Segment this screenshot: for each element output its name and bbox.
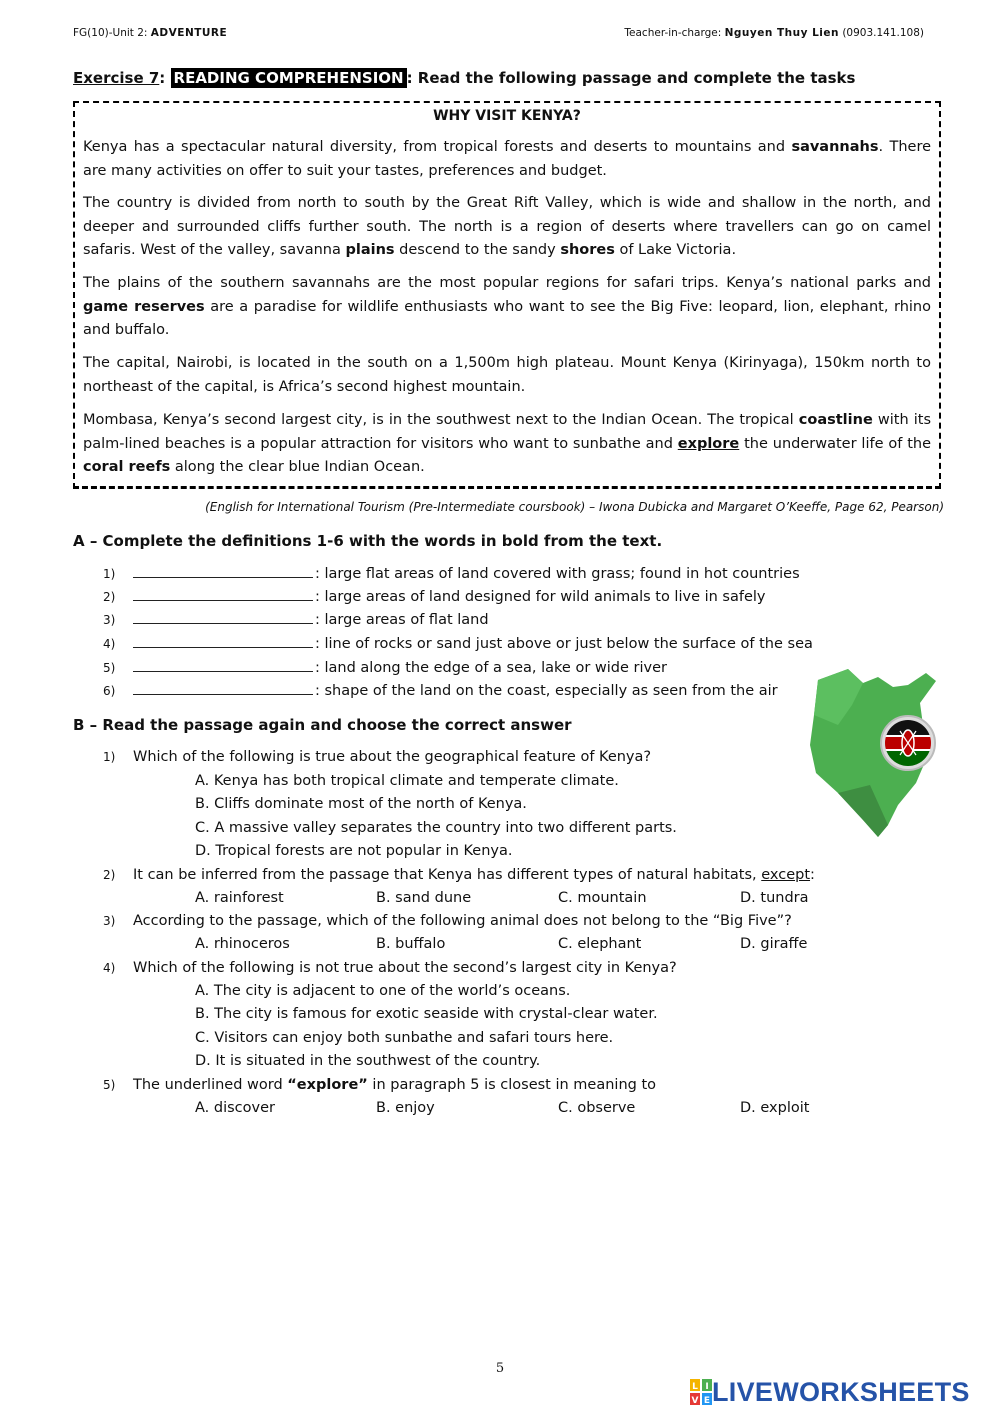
passage-paragraph-1: Kenya has a spectacular natural diversity, from tropical forests and deserts to mountains and savannahs. There are many activities on offer to suit your tastes, preferences and budget. bbox=[83, 139, 932, 179]
definition-row-6: 6) : shape of the land on the coast, especially as seen from the air bbox=[103, 680, 778, 703]
definition-row-5: 5) : land along the edge of a sea, lake or wide river bbox=[103, 657, 667, 680]
page-number: 5 bbox=[495, 1361, 505, 1376]
exercise-highlight: READING COMPREHENSION bbox=[171, 68, 407, 88]
question-2: 2) It can be inferred from the passage that Kenya has different types of natural habitats, except: bbox=[103, 867, 815, 883]
passage-paragraph-3: The plains of the southern savannahs are the most popular regions for safari trips. Kenya’s national parks and game reserves are a paradise for wildlife enthusiasts who want to see the Big Five: leopard, lion, elephant, rhino and buffalo. bbox=[83, 275, 931, 338]
q1-option-d[interactable]: D. Tropical forests are not popular in Kenya. bbox=[195, 843, 513, 859]
q1-option-c[interactable]: C. A massive valley separates the country into two different parts. bbox=[195, 820, 677, 836]
answer-blank-1[interactable] bbox=[133, 563, 313, 578]
q1-option-b[interactable]: B. Cliffs dominate most of the north of Kenya. bbox=[195, 796, 527, 812]
q5-option-b[interactable]: B. enjoy bbox=[376, 1100, 435, 1116]
answer-blank-3[interactable] bbox=[133, 609, 313, 624]
question-3: 3) According to the passage, which of the following animal does not belong to the “Big Five”? bbox=[103, 913, 792, 929]
kenya-map-illustration bbox=[808, 665, 938, 837]
svg-text:V: V bbox=[691, 1396, 699, 1405]
answer-blank-5[interactable] bbox=[133, 657, 313, 672]
passage-title: WHY VISIT KENYA? bbox=[433, 108, 581, 124]
header-left: FG(10)-Unit 2: ADVENTURE bbox=[73, 27, 228, 39]
section-b-title: B – Read the passage again and choose the correct answer bbox=[73, 716, 572, 734]
passage-box bbox=[73, 101, 941, 489]
q3-option-d[interactable]: D. giraffe bbox=[740, 936, 808, 952]
question-1: 1) Which of the following is true about the geographical feature of Kenya? bbox=[103, 749, 652, 765]
q5-option-a[interactable]: A. discover bbox=[195, 1100, 275, 1116]
q2-option-b[interactable]: B. sand dune bbox=[376, 890, 472, 906]
source-citation: (English for International Tourism (Pre-Intermediate coursbook) – Iwona Dubicka and Margaret O’Keeffe, Page 62, Pearson) bbox=[205, 500, 944, 514]
svg-text:E: E bbox=[703, 1396, 711, 1405]
answer-blank-2[interactable] bbox=[133, 586, 313, 601]
section-a-title: A – Complete the definitions 1-6 with the words in bold from the text. bbox=[73, 532, 663, 550]
q2-option-c[interactable]: C. mountain bbox=[558, 890, 647, 906]
q2-option-d[interactable]: D. tundra bbox=[740, 890, 809, 906]
q4-option-a[interactable]: A. The city is adjacent to one of the world’s oceans. bbox=[195, 983, 571, 999]
definition-row-3: 3) : large areas of flat land bbox=[103, 609, 489, 632]
q4-option-c[interactable]: C. Visitors can enjoy both sunbathe and safari tours here. bbox=[195, 1030, 614, 1046]
q3-option-b[interactable]: B. buffalo bbox=[376, 936, 446, 952]
q3-option-c[interactable]: C. elephant bbox=[558, 936, 642, 952]
answer-blank-6[interactable] bbox=[133, 680, 313, 695]
q3-option-a[interactable]: A. rhinoceros bbox=[195, 936, 290, 952]
q2-option-a[interactable]: A. rainforest bbox=[195, 890, 284, 906]
passage-paragraph-2: The country is divided from north to south by the Great Rift Valley, which is wide and shallow in the north, and deeper and surrounded cliffs further south. The north is a region of deserts where travellers can go on camel safaris. West of the valley, savanna plains descend to the sandy shores of Lake Victoria. bbox=[83, 195, 931, 258]
svg-text:L: L bbox=[692, 1382, 698, 1392]
q4-option-d[interactable]: D. It is situated in the southwest of the country. bbox=[195, 1053, 541, 1069]
definition-row-4: 4) : line of rocks or sand just above or just below the surface of the sea bbox=[103, 633, 813, 656]
liveworksheets-logo-icon bbox=[690, 1379, 712, 1405]
liveworksheets-logo[interactable] bbox=[690, 1377, 970, 1407]
exercise-title: Exercise 7: READING COMPREHENSION : Read the following passage and complete the tasks bbox=[73, 69, 856, 87]
answer-blank-4[interactable] bbox=[133, 633, 313, 648]
passage-paragraph-4: The capital, Nairobi, is located in the south on a 1,500m high plateau. Mount Kenya (Kirinyaga), 150km north to northeast of the capital, is Africa’s second highest mountain. bbox=[83, 355, 931, 395]
q4-option-b[interactable]: B. The city is famous for exotic seaside with crystal-clear water. bbox=[195, 1006, 658, 1022]
passage-paragraph-5: Mombasa, Kenya’s second largest city, is in the southwest next to the Indian Ocean. The tropical coastline with its palm-lined beaches is a popular attraction for visitors who want to sunbathe and explore the underwater life of the coral reefs along the clear blue Indian Ocean. bbox=[83, 412, 932, 475]
question-5: 5) The underlined word “explore” in paragraph 5 is closest in meaning to bbox=[103, 1077, 657, 1093]
q5-option-d[interactable]: D. exploit bbox=[740, 1100, 810, 1116]
definition-row-1: 1) : large flat areas of land covered with grass; found in hot countries bbox=[103, 563, 800, 586]
q5-option-c[interactable]: C. observe bbox=[558, 1100, 636, 1116]
q1-option-a[interactable]: A. Kenya has both tropical climate and temperate climate. bbox=[195, 773, 619, 789]
liveworksheets-logo-text: LIVEWORKSHEETS bbox=[712, 1376, 970, 1407]
header-right: Teacher-in-charge: Nguyen Thuy Lien (0903.141.108) bbox=[624, 27, 924, 39]
svg-text:I: I bbox=[705, 1382, 709, 1392]
question-4: 4) Which of the following is not true about the second’s largest city in Kenya? bbox=[103, 960, 677, 976]
definition-row-2: 2) : large areas of land designed for wild animals to live in safely bbox=[103, 586, 766, 609]
